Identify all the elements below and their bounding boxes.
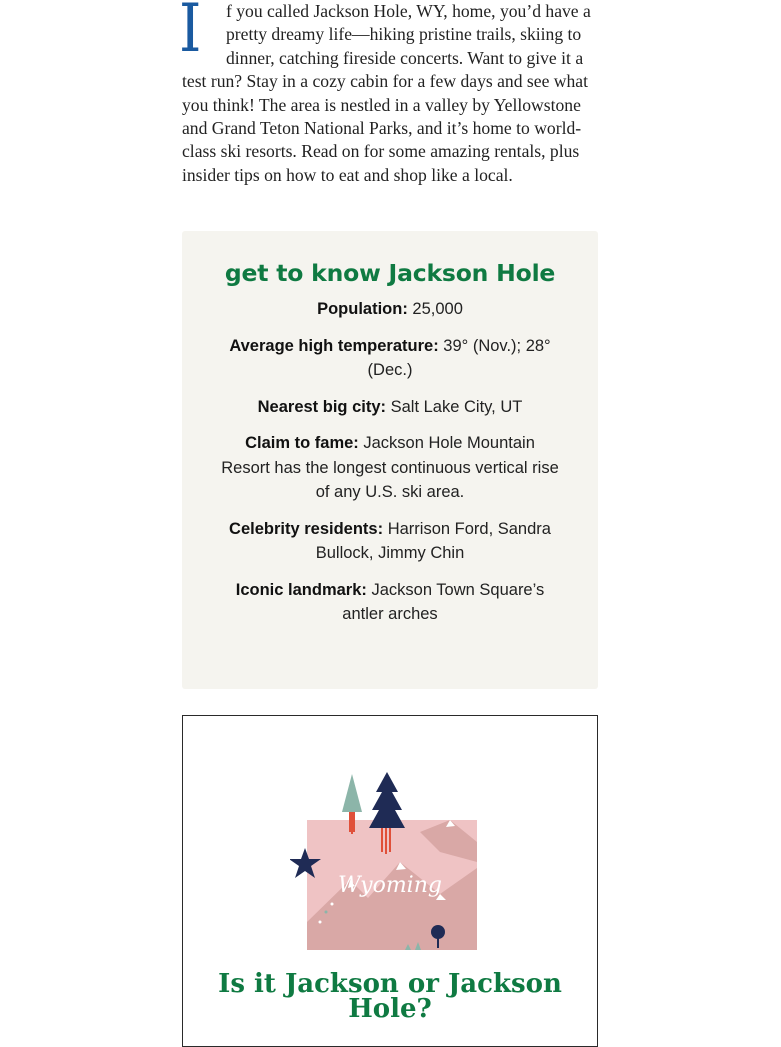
wyoming-illustration — [290, 772, 480, 958]
fact-nearest-big-city — [215, 395, 565, 420]
fact-label: Iconic landmark: — [235, 580, 367, 599]
decor-dot — [331, 903, 334, 906]
fact-label: Nearest big city: — [257, 397, 387, 416]
card-title: Is it Jackson or Jackson Hole? — [218, 969, 562, 1024]
fact-iconic-landmark — [215, 578, 565, 627]
intro-text: f you called Jackson Hole, WY, home, you’d have a pretty dreamy life—hiking pristine trails, skiing to dinner, catching fireside concerts. Want to give it a test run? Stay in a cozy cabin for a few days and see what you think! The area is nestled in a valley by Yellowstone and Grand Teton National Parks, and it’s home to world-class ski resorts. Read on for some amazing rentals, plus insider tips on how to eat and shop like a local. — [182, 1, 591, 185]
decor-dot — [319, 921, 322, 924]
fact-label: Average high temperature: — [229, 336, 439, 355]
light-tree-icon — [342, 774, 362, 812]
fact-label: Claim to fame: — [245, 434, 359, 452]
fact-value: Harrison Ford, Sandra Bullock, Jimmy Chin — [315, 519, 551, 562]
fact-celebrity-residents — [215, 517, 565, 566]
fact-label: Population: — [317, 300, 408, 318]
tree-roots — [350, 812, 354, 834]
wyoming-label: Wyoming — [338, 873, 442, 898]
fact-value: 39° (Nov.); 28° (Dec.) — [367, 336, 551, 379]
fact-value: Salt Lake City, UT — [390, 397, 523, 416]
fact-population — [215, 297, 565, 322]
article — [179, 0, 598, 1024]
fact-label: Celebrity residents: — [229, 519, 384, 538]
drop-cap: I — [179, 0, 202, 67]
fact-value: Jackson Town Square’s antler arches — [342, 580, 545, 623]
dark-tree-icon — [369, 772, 405, 828]
fact-value: 25,000 — [412, 300, 463, 318]
sidebar-card — [182, 715, 598, 1047]
fact-value: Jackson Hole Mountain Resort has the longest continuous vertical rise of any U.S. ski area. — [221, 434, 559, 501]
fact-box — [182, 231, 598, 689]
round-tree-icon — [431, 925, 445, 939]
fact-claim-to-fame — [220, 431, 560, 505]
fact-average-high-temperature — [215, 334, 565, 383]
fact-box-title: get to know Jackson Hole — [224, 259, 556, 287]
decor-dot — [325, 911, 328, 914]
intro-paragraph — [179, 0, 598, 187]
